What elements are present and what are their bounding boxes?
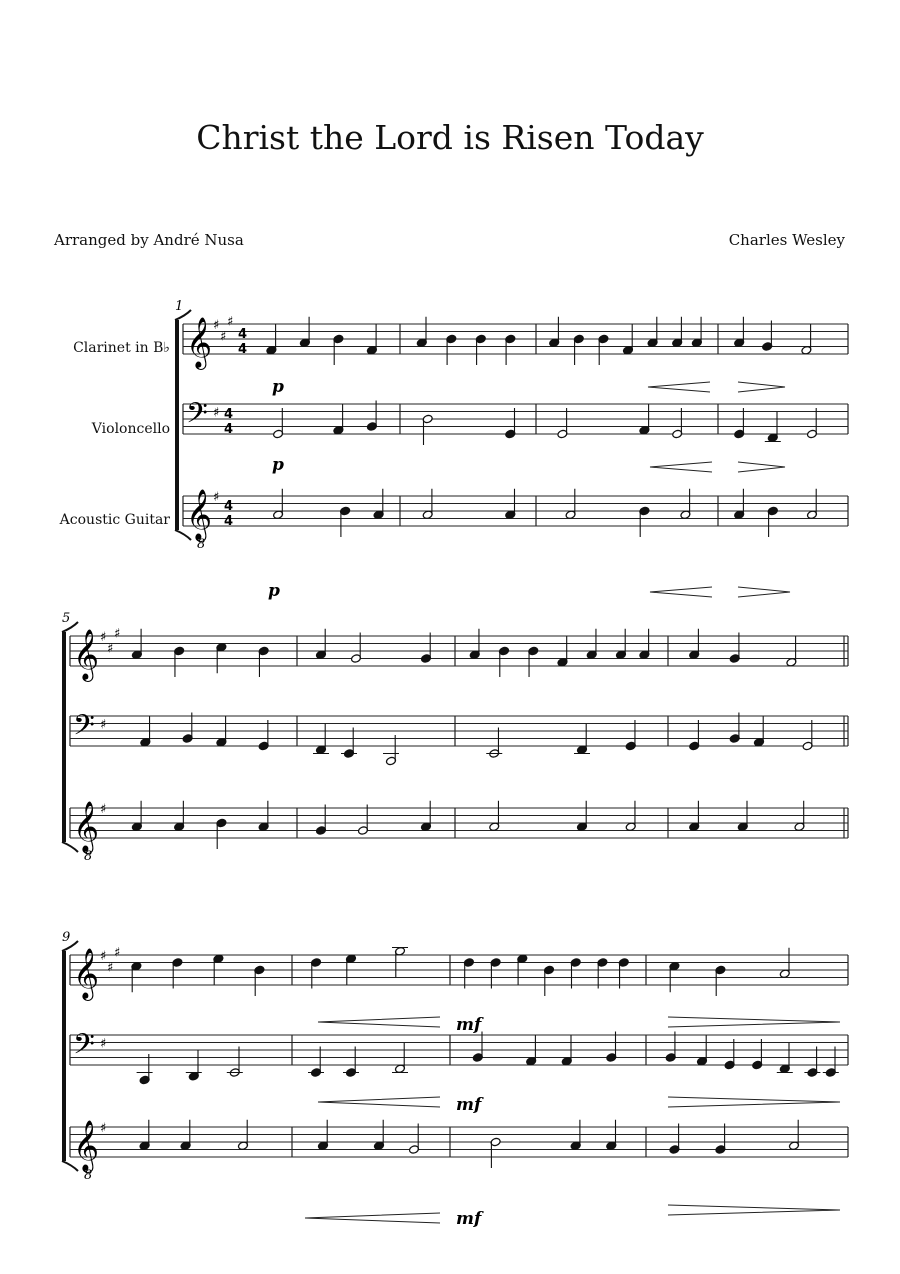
treble-clef: 𝄞 [73, 948, 100, 999]
treble-clef: 𝄞 [73, 629, 100, 680]
arranger-credit: Arranged by André Nusa [54, 231, 244, 249]
crescendo-hairpin [648, 382, 710, 392]
dynamic-mezzo-forte: mf [456, 1209, 482, 1229]
key-sharp: ♯ [220, 329, 227, 345]
instrument-label-clarinet: Clarinet in B♭ [73, 340, 170, 356]
octave-marker: 8 [197, 537, 206, 552]
time-sig-denominator: 4 [224, 514, 234, 529]
crescendo-hairpin [650, 462, 712, 472]
key-sharp: ♯ [213, 318, 220, 333]
dynamic-piano: p [268, 581, 280, 601]
page-title: Christ the Lord is Risen Today [196, 118, 704, 157]
key-sharp: ♯ [227, 314, 234, 330]
measure-number: 1 [175, 299, 184, 314]
key-sharp: ♯ [100, 630, 107, 645]
crescendo-hairpin [305, 1213, 440, 1223]
key-sharp: ♯ [213, 405, 220, 421]
key-sharp: ♯ [100, 717, 107, 733]
bass-clef: 𝄢 [73, 1028, 95, 1068]
key-sharp: ♯ [100, 802, 107, 817]
decrescendo-hairpin [668, 1017, 840, 1027]
measure-number: 5 [62, 611, 71, 626]
octave-marker: 8 [84, 1168, 93, 1183]
key-sharp: ♯ [100, 1121, 107, 1136]
octave-marker: 8 [84, 849, 93, 864]
dynamic-mezzo-forte: mf [456, 1095, 482, 1115]
decrescendo-hairpin [668, 1097, 840, 1107]
time-sig-denominator: 4 [238, 342, 248, 357]
composer-credit: Charles Wesley [728, 231, 845, 249]
treble-clef: 𝄞 [73, 801, 100, 852]
decrescendo-hairpin [738, 587, 790, 597]
treble-clef: 𝄞 [186, 489, 213, 540]
time-sig-numerator: 4 [238, 327, 248, 342]
instrument-label-guitar: Acoustic Guitar [59, 512, 170, 528]
key-sharp: ♯ [107, 960, 114, 976]
dynamic-piano: p [272, 377, 284, 397]
key-sharp: ♯ [114, 626, 121, 642]
crescendo-hairpin [650, 587, 712, 597]
time-sig-numerator: 4 [224, 499, 234, 514]
decrescendo-hairpin [738, 462, 785, 472]
time-sig-numerator: 4 [224, 407, 234, 422]
treble-clef: 𝄞 [186, 317, 213, 368]
crescendo-hairpin [318, 1017, 440, 1027]
decrescendo-hairpin [738, 382, 785, 392]
key-sharp: ♯ [100, 1036, 107, 1052]
crescendo-hairpin [318, 1097, 440, 1107]
key-sharp: ♯ [107, 641, 114, 657]
bass-clef: 𝄢 [186, 397, 208, 437]
key-sharp: ♯ [100, 949, 107, 964]
time-sig-denominator: 4 [224, 422, 234, 437]
measure-number: 9 [62, 930, 71, 945]
dynamic-piano: p [272, 455, 284, 475]
treble-clef: 𝄞 [73, 1120, 100, 1171]
dynamic-mezzo-forte: mf [456, 1015, 482, 1035]
bass-clef: 𝄢 [73, 709, 95, 749]
key-sharp: ♯ [213, 490, 220, 505]
decrescendo-hairpin [668, 1205, 840, 1215]
instrument-label-violoncello: Violoncello [91, 421, 170, 437]
key-sharp: ♯ [114, 945, 121, 961]
